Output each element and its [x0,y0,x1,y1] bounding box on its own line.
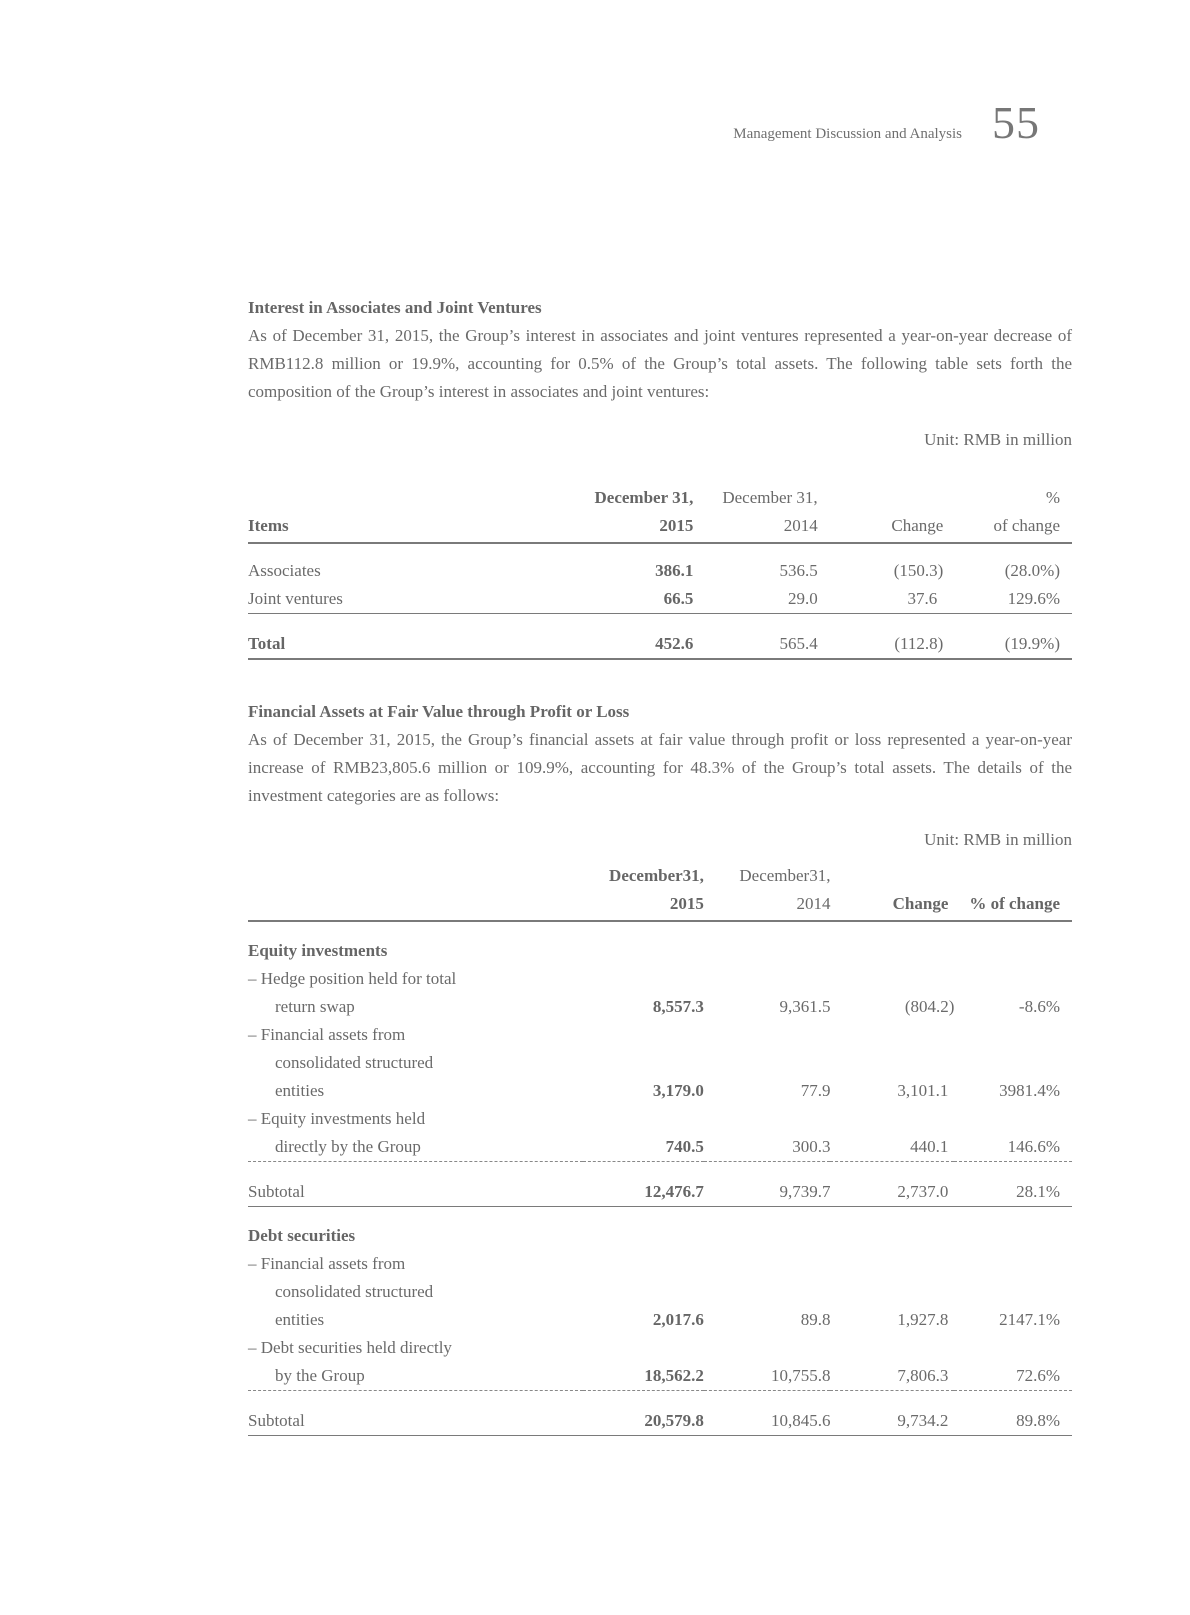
associates-table-wrap [248,484,1072,660]
section-paragraph: As of December 31, 2015, the Group’s interest in associates and joint ventures represented a year-on-year decrease of RMB112.8 million or 19.9%, accounting for 0.5% of the Group’s total assets. The following table sets forth the composition of the Group’s interest in associates and joint ventures: [248,326,1072,401]
cell-2014: 565.4 [693,630,817,659]
row-label: Subtotal [248,1407,583,1436]
cell-2015: 386.1 [655,561,694,580]
cell-change: 440.1 [830,1133,954,1162]
cell-change: 1,927.8 [897,1310,949,1329]
col-header-2015-year: 2015 [575,512,694,543]
cell-change: 7,806.3 [830,1362,954,1391]
table-row [248,1049,1072,1077]
unit-label-1-wrap [248,430,1072,450]
cell-pct: 146.6% [954,1133,1072,1162]
table-row [248,1250,1072,1278]
subtotal-row [248,1178,1072,1207]
col-header-pct-label: of change [943,512,1072,543]
table-row [248,1021,1072,1049]
subtotal-row [248,1407,1072,1436]
table-header-row [248,512,1072,543]
row-label: Joint ventures [248,585,575,614]
cell-change: (112.8) [818,630,944,659]
cell-pct: (28.0%) [1004,561,1060,580]
cell-pct: -8.6% [1018,997,1060,1016]
table-row [248,1306,1072,1334]
page-header [733,97,1040,148]
table-row [248,1362,1072,1391]
cell-2015: 452.6 [575,630,694,659]
cell-pct: (19.9%) [943,630,1072,659]
cell-2015: 740.5 [583,1133,704,1162]
financial-assets-table [248,862,1072,1436]
table-row [248,557,1072,585]
cell-change: 37.6 [818,585,944,614]
unit-label: Unit: RMB in million [924,830,1072,849]
row-label-line: directly by the Group [248,1133,583,1162]
page-number: 55 [992,97,1040,148]
row-label-line: by the Group [248,1362,583,1391]
cell-change: 2,737.0 [830,1178,954,1207]
row-label-line: – Financial assets from [248,1254,406,1273]
row-label: Associates [248,561,321,580]
cell-2015: 8,557.3 [652,997,704,1016]
unit-label-2-wrap [248,830,1072,850]
table-header-row [248,862,1072,890]
row-label-line: entities [275,1081,325,1100]
row-label-line: entities [275,1310,325,1329]
col-header-2014-year: 2014 [704,890,831,921]
cell-2014: 29.0 [693,585,817,614]
row-label-line: – Financial assets from [248,1025,406,1044]
cell-2014: 9,739.7 [704,1178,831,1207]
section-paragraph: As of December 31, 2015, the Group’s financial assets at fair value through profit or loss represented a year-on-year increase of RMB23,805.6 million or 109.9%, accounting for 48.3% of the Group’s total assets. The details of the investment categories are as follows: [248,730,1072,805]
cell-change: 9,734.2 [830,1407,954,1436]
cell-pct: 72.6% [954,1362,1072,1391]
table-row [248,1133,1072,1162]
total-row [248,630,1072,659]
row-label: Subtotal [248,1178,583,1207]
row-label-line: consolidated structured [275,1282,434,1301]
row-label-line: – Equity investments held [248,1109,426,1128]
category-row-debt [248,1222,1072,1250]
section-financial-assets [248,698,1072,810]
cell-2014: 9,361.5 [779,997,831,1016]
cell-2014: 77.9 [800,1081,831,1100]
col-header-2014: December 31, [722,488,818,507]
row-label-line: return swap [275,997,355,1016]
cell-2015: 3,179.0 [652,1081,704,1100]
col-header-items: Items [248,512,575,543]
cell-2015: 12,476.7 [583,1178,704,1207]
row-label-line: consolidated structured [275,1053,434,1072]
cell-2015: 66.5 [575,585,694,614]
cell-2014: 89.8 [800,1310,831,1329]
col-header-change: Change [818,512,944,543]
col-header-pct: % [1045,488,1060,507]
col-header-change: Change [830,890,954,921]
table-header-row [248,890,1072,921]
col-header-2014: December31, [739,866,831,885]
table-row [248,585,1072,614]
table-header-row [248,484,1072,512]
header-title: Management Discussion and Analysis [733,126,962,142]
cell-2014: 10,755.8 [704,1362,831,1391]
cell-pct: 129.6% [943,585,1072,614]
table-row [248,1278,1072,1306]
category-row-equity [248,937,1072,965]
cell-2014: 300.3 [704,1133,831,1162]
col-header-2015: December31, [609,866,704,885]
section-title: Financial Assets at Fair Value through Profit or Loss [248,702,630,721]
table-row [248,1105,1072,1133]
cell-2015: 2,017.6 [652,1310,704,1329]
table-row [248,1334,1072,1362]
category-title: Equity investments [248,941,388,960]
cell-2014: 10,845.6 [704,1407,831,1436]
table-row [248,1077,1072,1105]
cell-change: (150.3) [893,561,944,580]
unit-label: Unit: RMB in million [924,430,1072,449]
cell-pct: 3981.4% [999,1081,1060,1100]
cell-pct: 28.1% [954,1178,1072,1207]
financial-assets-table-wrap [248,862,1072,1436]
col-header-pct: % of change [954,890,1072,921]
cell-pct: 89.8% [954,1407,1072,1436]
col-header-2015: December 31, [594,488,694,507]
cell-2015: 18,562.2 [583,1362,704,1391]
cell-change: (804.2) [904,997,955,1016]
col-header-2014-year: 2014 [693,512,817,543]
row-label-line: – Debt securities held directly [248,1338,452,1357]
section-associates-joint-ventures [248,294,1072,406]
section-title: Interest in Associates and Joint Ventures [248,298,542,317]
table-row [248,965,1072,993]
row-label: Total [248,630,575,659]
associates-table [248,484,1072,660]
table-row [248,993,1072,1021]
cell-2015: 20,579.8 [583,1407,704,1436]
row-label-line: – Hedge position held for total [248,969,457,988]
cell-change: 3,101.1 [897,1081,949,1100]
col-header-2015-year: 2015 [583,890,704,921]
category-title: Debt securities [248,1226,356,1245]
cell-pct: 2147.1% [999,1310,1060,1329]
cell-2014: 536.5 [779,561,818,580]
